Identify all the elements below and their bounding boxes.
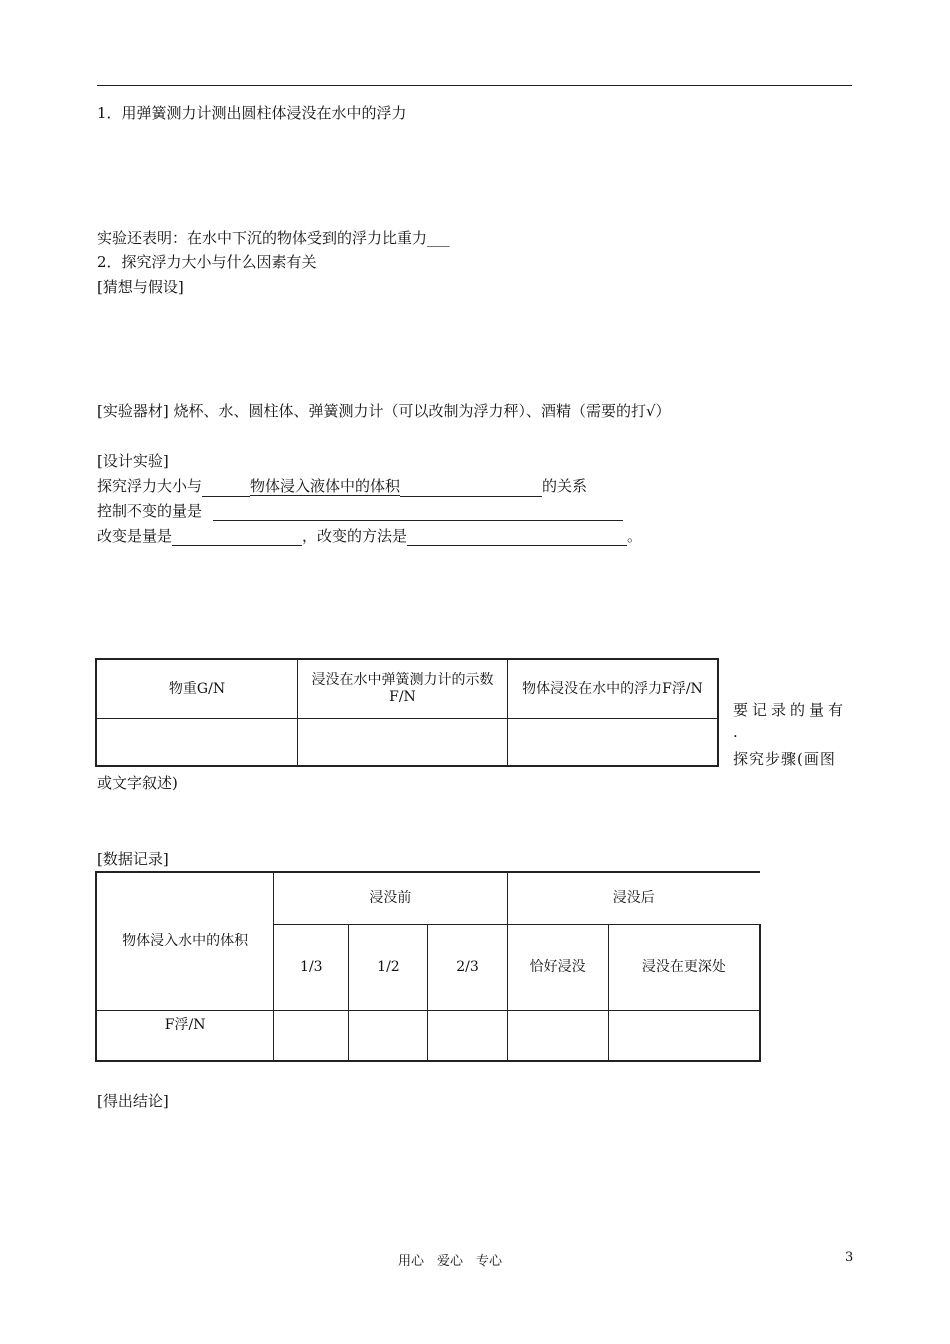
record-label: 要记录的量有 (733, 701, 848, 719)
guess-heading: [猜想与假设] (97, 278, 184, 296)
col-one-half: 1/2 (349, 924, 428, 1010)
col-deeper: 浸没在更深处 (608, 924, 760, 1010)
data-cell[interactable] (274, 1010, 349, 1061)
explore-line (97, 476, 587, 497)
col-one-third: 1/3 (274, 924, 349, 1010)
explore-prefix: 探究浮力大小与 (97, 477, 203, 495)
control-line (97, 501, 623, 521)
method-blank[interactable] (407, 528, 627, 546)
design-heading: [设计实验] (97, 452, 169, 470)
row-header-volume: 物体浸入水中的体积 (96, 872, 274, 1010)
cell-buoyancy[interactable] (507, 719, 718, 767)
data-record-heading: [数据记录] (97, 850, 169, 868)
explore-suffix: 的关系 (542, 477, 588, 495)
change-line (97, 526, 642, 546)
blank[interactable] (400, 479, 542, 497)
col-two-thirds: 2/3 (428, 924, 507, 1010)
control-label: 控制不变的量是 (97, 502, 203, 520)
footer-motto: 用心 爱心 专心 (398, 1254, 503, 1269)
header-before-immersion: 浸没前 (274, 872, 507, 924)
data-cell[interactable] (349, 1010, 428, 1061)
steps-continued: 或文字叙述) (97, 774, 178, 792)
cell-weight[interactable] (96, 719, 298, 767)
data-cell[interactable] (428, 1010, 507, 1061)
record-dot: . (733, 723, 738, 741)
change-mid: ，改变的方法是 (302, 527, 408, 545)
item-2-text: 2．探究浮力大小与什么因素有关 (97, 253, 317, 271)
data-table (95, 871, 761, 1062)
change-blank[interactable] (172, 528, 302, 546)
item-1-text: 1．用弹簧测力计测出圆柱体浸没在水中的浮力 (97, 104, 407, 122)
col-just-immersed: 恰好浸没 (507, 924, 608, 1010)
explore-fill: 物体浸入液体中的体积 (250, 477, 401, 495)
top-rule (97, 85, 852, 86)
change-prefix: 改变是量是 (97, 527, 173, 545)
header-weight: 物重G/N (96, 659, 298, 719)
conclusion-heading: [得出结论] (97, 1092, 169, 1110)
blank[interactable] (202, 479, 250, 497)
data-cell[interactable] (608, 1010, 760, 1061)
header-after-immersion: 浸没后 (507, 872, 760, 924)
row-buoyancy-label: F浮/N (96, 1010, 274, 1061)
cell-scale-reading[interactable] (298, 719, 508, 767)
materials-text: [实验器材] 烧杯、水、圆柱体、弹簧测力计（可以改制为浮力秤）、酒精（需要的打√） (97, 402, 671, 420)
header-scale-reading: 浸没在水中弹簧测力计的示数F/N (298, 659, 508, 719)
force-table (95, 658, 719, 767)
header-buoyancy: 物体浸没在水中的浮力F浮/N (507, 659, 718, 719)
change-end: 。 (627, 527, 643, 545)
data-cell[interactable] (507, 1010, 608, 1061)
control-blank[interactable] (213, 503, 623, 521)
page-number: 3 (845, 1250, 854, 1265)
steps-label: 探究步骤(画图 (733, 750, 836, 768)
experiment-note: 实验还表明：在水中下沉的物体受到的浮力比重力___ (97, 229, 450, 247)
